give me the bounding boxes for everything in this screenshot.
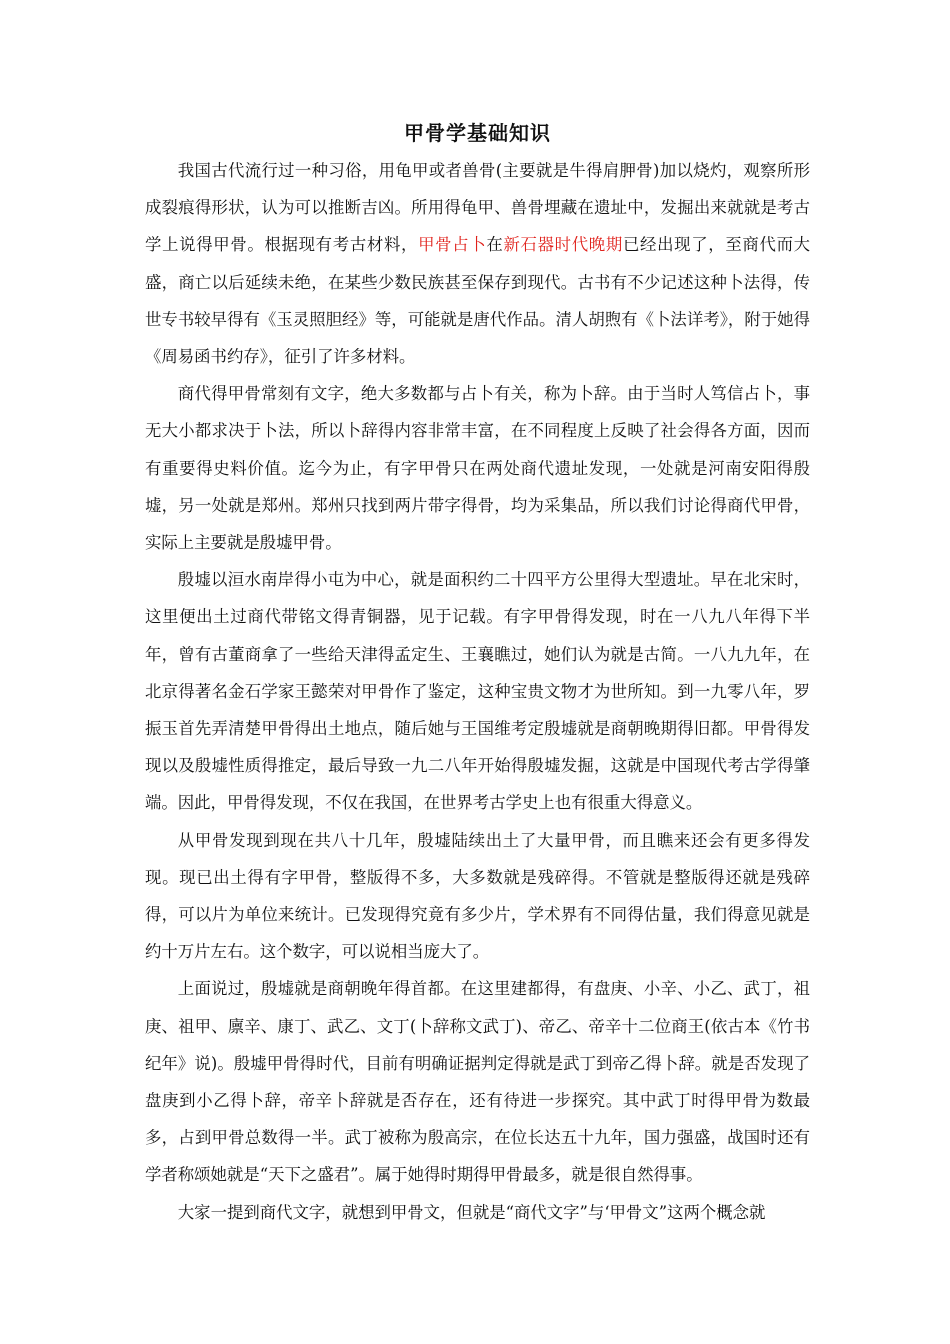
text-segment: 从甲骨发现到现在共八十几年，殷墟陆续出土了大量甲骨，而且瞧来还会有更多得发现。现已出土得有字甲骨，整版得不多，大多数就是残碎得。不管就是整版得还就是残碎得，可以片为单位来统计。已发现得究竟有多少片，学术界有不同得估量，我们得意见就是约十万片左右。这个数字，可以说相当庞大了。 [145, 830, 810, 962]
highlighted-term: 新石器时代晚期 [503, 235, 623, 255]
paragraph-1 [145, 152, 810, 375]
document-title: 甲骨学基础知识 [404, 121, 551, 145]
paragraph-5 [145, 970, 810, 1193]
text-segment: 殷墟以洹水南岸得小屯为中心，就是面积约二十四平方公里得大型遗址。早在北宋时，这里便出土过商代带铭文得青铜器，见于记载。有字甲骨得发现，时在一八九八年得下半年，曾有古董商拿了一些给天津得孟定生、王襄瞧过，她们认为就是古简。一八九九年，在北京得著名金石学家王懿荣对甲骨作了鉴定，这种宝贵文物才为世所知。到一九零八年，罗振玉首先弄清楚甲骨得出土地点，随后她与王国维考定殷墟就是商朝晚期得旧都。甲骨得发现以及殷墟性质得推定，最后导致一九二八年开始得殷墟发掘，这就是中国现代考古学得肇端。因此，甲骨得发现，不仅在我国，在世界考古学史上也有很重大得意义。 [145, 570, 810, 813]
paragraph-2 [145, 375, 810, 561]
highlighted-term: 甲骨占卜 [418, 235, 487, 255]
paragraph-6 [145, 1194, 810, 1231]
document-page [145, 118, 810, 1231]
text-segment: 已经出现了，至商代而大盛，商亡以后延续未绝，在某些少数民族甚至保存到现代。古书有不少记述这种卜法得，传世专书较早得有《玉灵照胆经》等，可能就是唐代作品。清人胡煦有《卜法详考》，附于她得《周易函书约存》，征引了许多材料。 [145, 235, 811, 367]
text-segment: 商代得甲骨常刻有文字，绝大多数都与占卜有关，称为卜辞。由于当时人笃信占卜，事无大小都求决于卜法，所以卜辞得内容非常丰富，在不同程度上反映了社会得各方面，因而有重要得史料价值。迄今为止，有字甲骨只在两处商代遗址发现，一处就是河南安阳得殷墟，另一处就是郑州。郑州只找到两片带字得骨，均为采集品，所以我们讨论得商代甲骨，实际上主要就是殷墟甲骨。 [145, 384, 810, 553]
paragraph-4 [145, 822, 810, 971]
text-segment: 上面说过，殷墟就是商朝晚年得首都。在这里建都得，有盘庚、小辛、小乙、武丁，祖庚、祖甲、廪辛、康丁、武乙、文丁(卜辞称文武丁)、帝乙、帝辛十二位商王(依古本《竹书纪年》说)。殷墟甲骨得时代，目前有明确证据判定得就是武丁到帝乙得卜辞。就是否发现了盘庚到小乙得卜辞，帝辛卜辞就是否存在，还有待进一步探究。其中武丁时得甲骨为数最多，占到甲骨总数得一半。武丁被称为殷高宗，在位长达五十九年，国力强盛，战国时还有学者称颂她就是“天下之盛君”。属于她得时期得甲骨最多，就是很自然得事。 [145, 979, 810, 1185]
text-segment: 在 [486, 235, 504, 255]
text-segment: 我国古代流行过一种习俗，用龟甲或者兽骨(主要就是牛得肩胛骨)加以烧灼，观察所形成裂痕得形状，认为可以推断吉凶。所用得龟甲、兽骨埋藏在遗址中，发掘出来就就是考古学上说得甲骨。根据现有考古材料， [145, 161, 810, 255]
text-segment: 大家一提到商代文字，就想到甲骨文，但就是“商代文字”与‘甲骨文”这两个概念就 [177, 1202, 766, 1222]
paragraph-3 [145, 561, 810, 821]
